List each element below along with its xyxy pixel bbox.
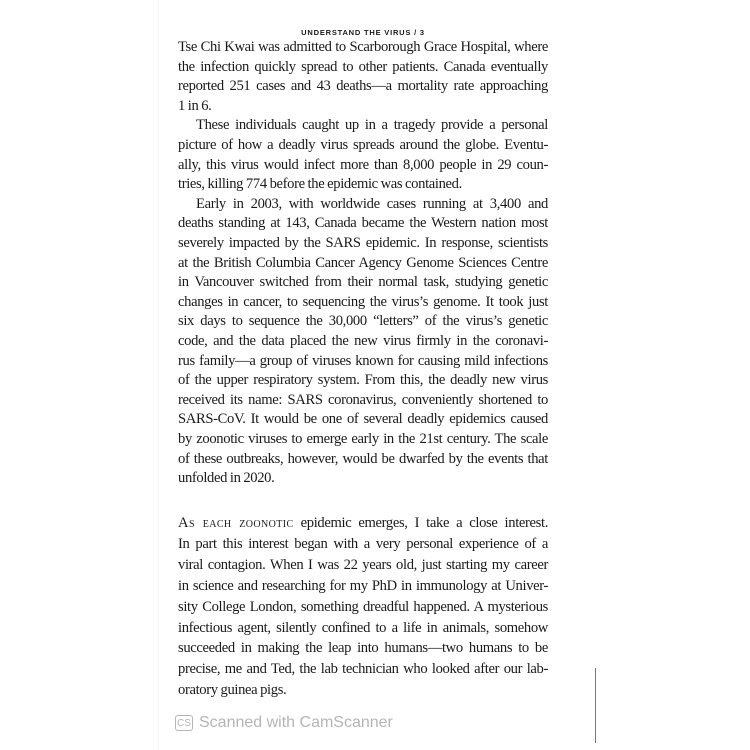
text-line: oratory guinea pigs. (178, 682, 287, 699)
running-header: UNDERSTAND THE VIRUS / 3 (301, 28, 425, 37)
text-line: the infection quickly spread to other patients. Canada eventually (178, 58, 548, 75)
small-caps-lead-in: As each zoonotic (178, 515, 294, 531)
text-line: viral contagion. When I was 22 years old, just starting my career (178, 556, 548, 573)
text-line: by zoonotic viruses to emerge early in the 21st century. The scale (178, 431, 548, 447)
section-first-line (178, 514, 548, 532)
text-line: deaths standing at 143, Canada became the Western nation most (178, 215, 548, 232)
page-edge (158, 0, 159, 750)
text-line: Tse Chi Kwai was admitted to Scarborough Grace Hospital, where (178, 39, 548, 55)
text-line: picture of how a deadly virus spreads around the globe. Eventu- (178, 137, 548, 153)
text-line: in science and researching for my PhD in immunology at Univer- (178, 577, 548, 594)
text-line: received its name: SARS coronavirus, conveniently shortened to (178, 391, 548, 408)
text-line: in Vancouver switched from their normal task, studying genetic (178, 274, 548, 291)
text-line: changes in cancer, to sequencing the virus’s genome. It took just (178, 293, 548, 310)
text-line: infectious agent, silently confined to a life in animals, somehow (178, 619, 548, 636)
line-text: epidemic emerges, I take a close interest. (293, 515, 548, 531)
camscanner-logo-icon: CS (175, 715, 193, 731)
watermark-text: Scanned with CamScanner (199, 714, 393, 731)
text-line: of these outbreaks, however, would be dwarfed by the events that (178, 450, 548, 467)
text-line: unfolded in 2020. (178, 470, 275, 487)
text-line: tries, killing 774 before the epidemic was contained. (178, 176, 462, 193)
camscanner-watermark (175, 714, 393, 732)
text-line: In part this interest began with a very personal experience of a (178, 535, 548, 552)
text-line: precise, me and Ted, the lab technician who looked after our lab- (178, 661, 548, 678)
text-line: of the upper respiratory system. From this, the deadly new virus (178, 372, 548, 389)
text-line: Early in 2003, with worldwide cases running at 3,400 and (196, 195, 548, 212)
text-line: ally, this virus would infect more than 8,000 people in 29 coun- (178, 156, 548, 173)
text-line: 1 in 6. (178, 97, 212, 114)
text-line: reported 251 cases and 43 deaths—a mortality rate approaching (178, 78, 548, 95)
text-line: sity College London, something dreadful happened. A mysterious (178, 598, 548, 615)
text-line: code, and the data placed the new virus firmly in the coronavi- (178, 333, 548, 349)
text-line: six days to sequence the 30,000 “letters” of the virus’s genetic (178, 313, 548, 330)
text-line: at the British Columbia Cancer Agency Genome Sciences Centre (178, 254, 548, 271)
text-line: severely impacted by the SARS epidemic. In response, scientists (178, 235, 548, 251)
text-line: succeeded in making the leap into humans—two humans to be (178, 640, 548, 657)
scan-edge-line (595, 668, 596, 743)
text-line: rus family—a group of viruses known for causing mild infections (178, 352, 548, 369)
text-line: SARS-CoV. It would be one of several deadly epidemics caused (178, 411, 548, 428)
text-line: These individuals caught up in a tragedy provide a personal (196, 117, 548, 134)
